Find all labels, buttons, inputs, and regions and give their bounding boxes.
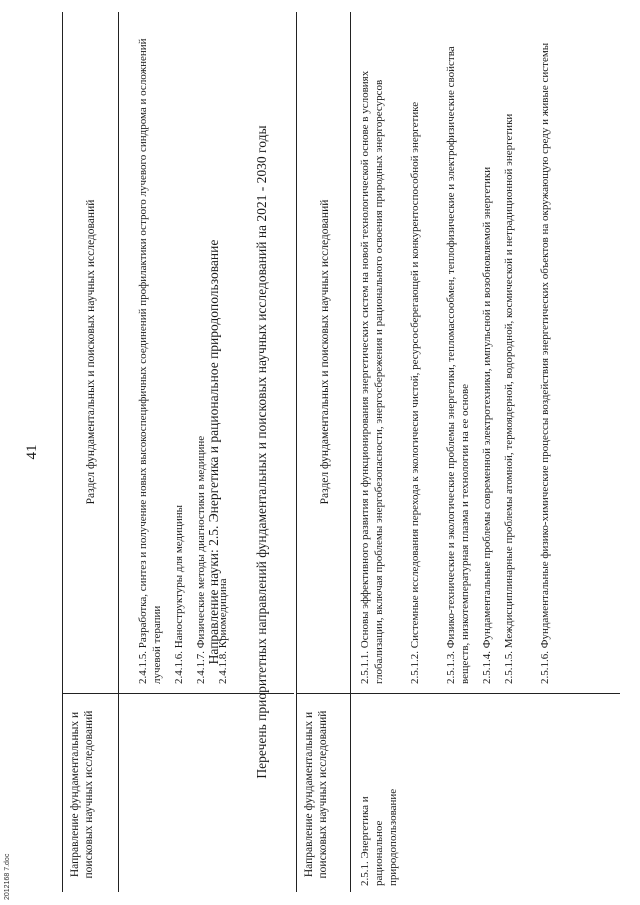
table1-item: 2.4.1.6. Наноструктуры для медицины — [173, 504, 185, 684]
rotated-document-page — [20, 12, 620, 892]
table2-item: 2.5.1.5. Междисциплинарные проблемы атомной, термоядерной, водородной, космической и нетрадиционной энергетики — [503, 113, 515, 684]
table2-top-border — [296, 12, 297, 892]
table2-header-border — [350, 12, 351, 892]
table2-header-right: Раздел фундаментальных и поисковых научных исследований — [319, 199, 331, 505]
table2-item: 2.5.1.6. Фундаментальные физико-химические процессы воздействия энергетических объектов на окружающую среду и живые системы — [539, 42, 551, 684]
table1-header-left: Направление фундаментальных и поисковых научных исследований — [69, 710, 95, 879]
table1-item: 2.4.1.8. Криомедицина — [217, 578, 229, 684]
table1-header-right: Раздел фундаментальных и поисковых научных исследований — [85, 199, 97, 505]
table1-top-border — [62, 12, 63, 892]
table1-item: 2.4.1.5. Разработка, синтез и получение новых высокоспецифичных соединений профилактики острого лучевого синдрома и осложнений лучевой терапии — [137, 38, 163, 684]
table1-header-border — [118, 12, 119, 892]
table2-direction: 2.5.1. Энергетика и рациональное природопользование — [359, 788, 399, 886]
footer-code: 2012168 7.doc — [4, 853, 11, 900]
direction-heading: Направление науки: 2.5. Энергетика и рациональное природопользование — [206, 239, 221, 665]
table2-column-divider — [296, 693, 620, 694]
table2-item: 2.5.1.3. Физико-технические и экологические проблемы энергетики, тепломассообмен, теплофизические и электрофизические свойства веществ, низкотемпературная плазма и технологии на ее основе — [445, 46, 471, 684]
table2-header-left: Направление фундаментальных и поисковых научных исследований — [303, 710, 329, 879]
list-heading: Перечень приоритетных направлений фундаментальных и поисковых научных исследований на 2021 - 2030 годы — [254, 125, 269, 779]
table2-item: 2.5.1.2. Системные исследования перехода к экологически чистой, ресурсосберегающей и конкурентоспособной энергетике — [409, 101, 421, 684]
table2-item: 2.5.1.1. Основы эффективного развития и функционирования энергетических систем на новой технологической основе в условиях глобализации, включая проблемы энергобезопасности, энергосбережения и рационального освоения природных энергоресурсов — [359, 70, 385, 684]
page-number: 41 — [24, 444, 40, 460]
table1-item: 2.4.1.7. Физические методы диагностики в медицине — [195, 435, 207, 684]
table2-item: 2.5.1.4. Фундаментальные проблемы современной электротехники, импульсной и возобновляемой энергетики — [481, 166, 493, 684]
table2-items — [358, 24, 618, 684]
